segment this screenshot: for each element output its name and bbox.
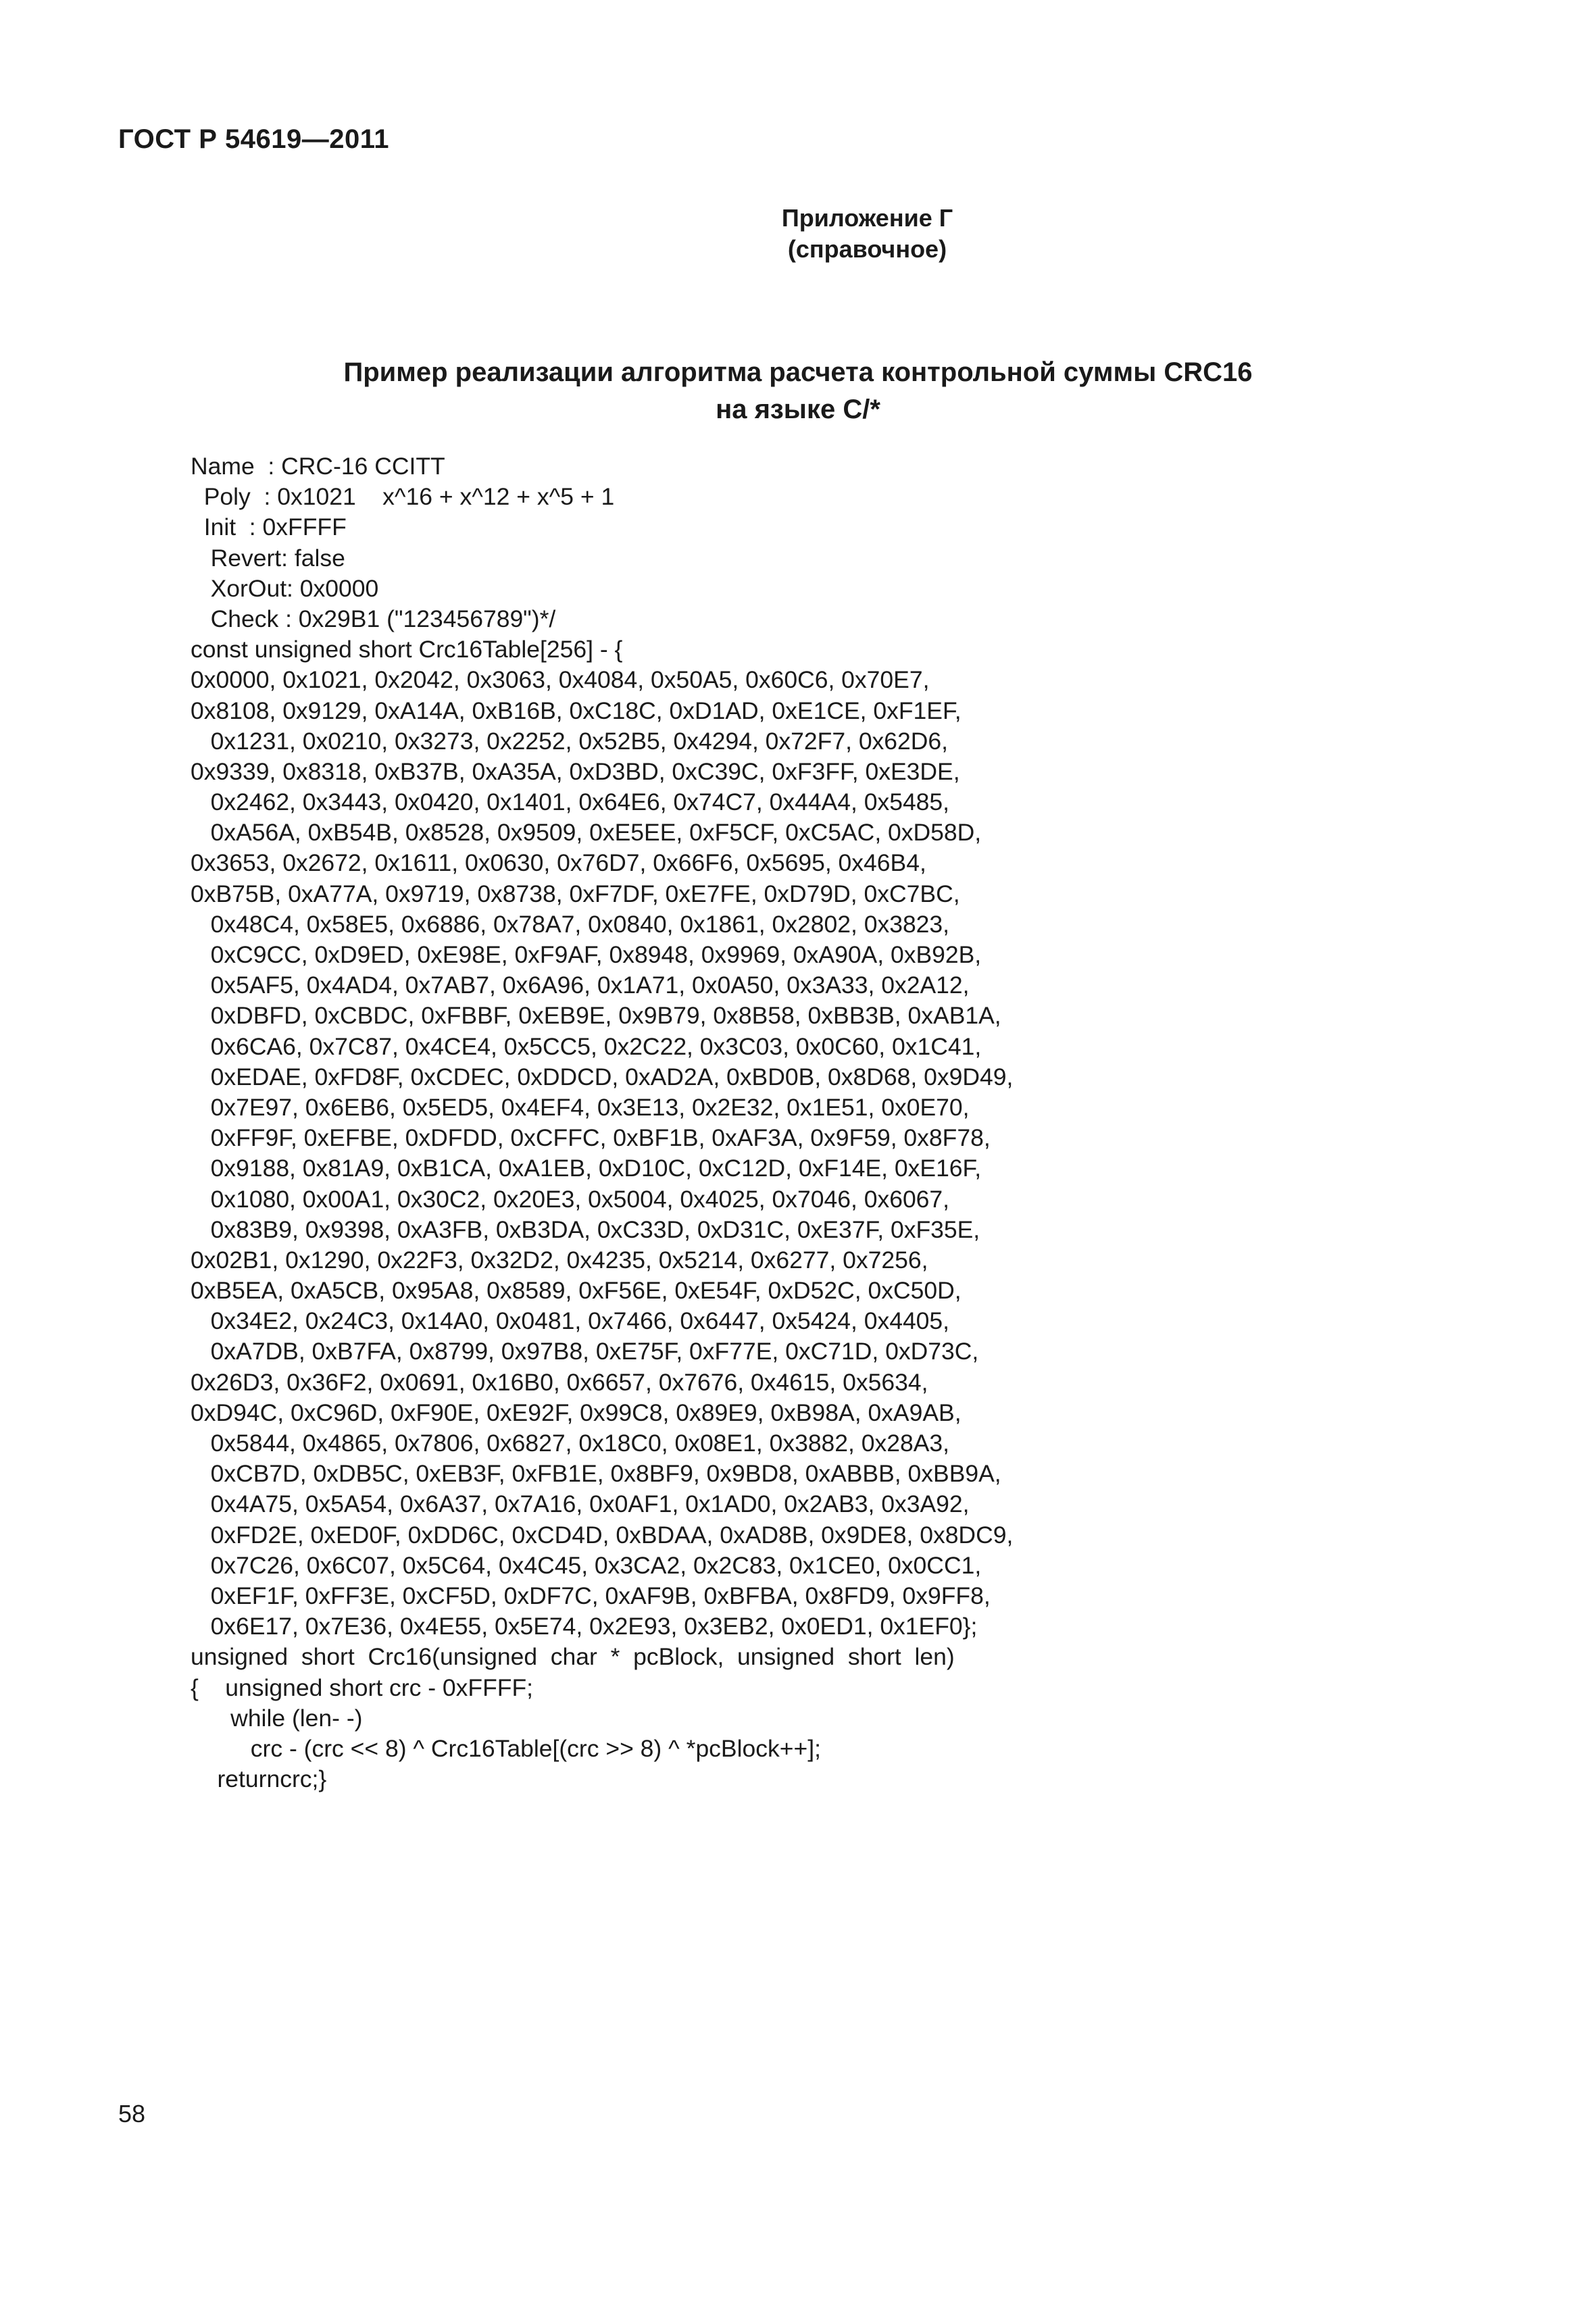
code-line: 0x5844, 0x4865, 0x7806, 0x6827, 0x18C0, 0x08E1, 0x3882, 0x28A3, — [191, 1430, 950, 1457]
title-line-2: на языке С/* — [716, 395, 880, 424]
code-line: 0x7E97, 0x6EB6, 0x5ED5, 0x4EF4, 0x3E13, 0x2E32, 0x1E51, 0x0E70, — [191, 1093, 970, 1121]
code-line: returncrc;} — [191, 1765, 327, 1793]
code-line: 0x9339, 0x8318, 0xB37B, 0xA35A, 0xD3BD, 0xC39C, 0xF3FF, 0xE3DE, — [191, 757, 960, 785]
page-number: 58 — [118, 2100, 146, 2128]
code-line: 0x0000, 0x1021, 0x2042, 0x3063, 0x4084, 0x50A5, 0x60C6, 0x70E7, — [191, 666, 930, 694]
code-line: while (len- -) — [191, 1704, 363, 1732]
code-line: 0xA7DB, 0xB7FA, 0x8799, 0x97B8, 0xE75F, 0xF77E, 0xC71D, 0xD73C, — [191, 1338, 979, 1365]
code-line: 0xEDAE, 0xFD8F, 0xCDEC, 0xDDCD, 0xAD2A, 0xBD0B, 0x8D68, 0x9D49, — [191, 1063, 1014, 1090]
appendix-label: Приложение Г — [781, 204, 953, 232]
code-line: 0xC9CC, 0xD9ED, 0xE98E, 0xF9AF, 0x8948, 0x9969, 0xA90A, 0xB92B, — [191, 941, 982, 968]
code-line: 0x8108, 0x9129, 0xA14A, 0xB16B, 0xC18C, 0xD1AD, 0xE1CE, 0xF1EF, — [191, 697, 962, 724]
appendix-heading — [0, 203, 1596, 265]
code-line: crc - (crc << 8) ^ Crc16Table[(crc >> 8) ^ *pcBlock++]; — [191, 1734, 821, 1762]
code-line: 0x83B9, 0x9398, 0xA3FB, 0xB3DA, 0xC33D, 0xD31C, 0xE37F, 0xF35E, — [191, 1215, 980, 1243]
title-line-1: Пример реализации алгоритма расчета контрольной суммы CRC16 — [343, 357, 1253, 387]
code-line: 0x6CA6, 0x7C87, 0x4CE4, 0x5CC5, 0x2C22, 0x3C03, 0x0C60, 0x1C41, — [191, 1032, 982, 1060]
code-line: 0xFF9F, 0xEFBE, 0xDFDD, 0xCFFC, 0xBF1B, 0xAF3A, 0x9F59, 0x8F78, — [191, 1124, 991, 1152]
code-line: 0xCB7D, 0xDB5C, 0xEB3F, 0xFB1E, 0x8BF9, 0x9BD8, 0xABBB, 0xBB9A, — [191, 1460, 1001, 1488]
code-line: 0xB5EA, 0xA5CB, 0x95A8, 0x8589, 0xF56E, 0xE54F, 0xD52C, 0xC50D, — [191, 1277, 962, 1305]
code-line: 0xFD2E, 0xED0F, 0xDD6C, 0xCD4D, 0xBDAA, 0xAD8B, 0x9DE8, 0x8DC9, — [191, 1521, 1014, 1549]
code-line: Name : CRC-16 CCITT — [191, 453, 445, 480]
appendix-type: (справочное) — [787, 235, 947, 263]
code-line: 0x34E2, 0x24C3, 0x14A0, 0x0481, 0x7466, 0x6447, 0x5424, 0x4405, — [191, 1307, 950, 1335]
code-listing — [191, 451, 1474, 1794]
code-line: 0x3653, 0x2672, 0x1611, 0x0630, 0x76D7, 0x66F6, 0x5695, 0x46B4, — [191, 849, 926, 877]
code-line: { unsigned short crc - 0xFFFF; — [191, 1674, 534, 1701]
code-line: const unsigned short Crc16Table[256] - { — [191, 636, 623, 663]
code-line: 0x2462, 0x3443, 0x0420, 0x1401, 0x64E6, 0x74C7, 0x44A4, 0x5485, — [191, 788, 950, 816]
code-line: Revert: false — [191, 544, 345, 572]
code-line: 0x5AF5, 0x4AD4, 0x7AB7, 0x6A96, 0x1A71, 0x0A50, 0x3A33, 0x2A12, — [191, 972, 970, 999]
code-line: 0xEF1F, 0xFF3E, 0xCF5D, 0xDF7C, 0xAF9B, 0xBFBA, 0x8FD9, 0x9FF8, — [191, 1582, 991, 1609]
code-line: 0x02B1, 0x1290, 0x22F3, 0x32D2, 0x4235, 0x5214, 0x6277, 0x7256, — [191, 1246, 928, 1274]
code-line: Init : 0xFFFF — [191, 513, 347, 541]
code-line: 0x7C26, 0x6C07, 0x5C64, 0x4C45, 0x3CA2, 0x2C83, 0x1CE0, 0x0CC1, — [191, 1551, 982, 1579]
code-line: 0x1080, 0x00A1, 0x30C2, 0x20E3, 0x5004, 0x4025, 0x7046, 0x6067, — [191, 1185, 950, 1213]
code-line: 0x9188, 0x81A9, 0xB1CA, 0xA1EB, 0xD10C, 0xC12D, 0xF14E, 0xE16F, — [191, 1155, 982, 1182]
code-line: 0x48C4, 0x58E5, 0x6886, 0x78A7, 0x0840, 0x1861, 0x2802, 0x3823, — [191, 910, 950, 938]
code-line: unsigned short Crc16(unsigned char * pcBlock, unsigned short len) — [191, 1643, 955, 1671]
standard-header: ГОСТ Р 54619—2011 — [118, 124, 389, 154]
code-line: 0xD94C, 0xC96D, 0xF90E, 0xE92F, 0x99C8, 0x89E9, 0xB98A, 0xA9AB, — [191, 1399, 962, 1426]
code-line: 0x6E17, 0x7E36, 0x4E55, 0x5E74, 0x2E93, 0x3EB2, 0x0ED1, 0x1EF0}; — [191, 1613, 978, 1640]
code-line: 0x4A75, 0x5A54, 0x6A37, 0x7A16, 0x0AF1, 0x1AD0, 0x2AB3, 0x3A92, — [191, 1490, 970, 1518]
document-title — [0, 354, 1596, 428]
code-line: 0xA56A, 0xB54B, 0x8528, 0x9509, 0xE5EE, 0xF5CF, 0xC5AC, 0xD58D, — [191, 819, 982, 847]
code-line: Poly : 0x1021 x^16 + x^12 + x^5 + 1 — [191, 483, 615, 511]
code-line: 0x1231, 0x0210, 0x3273, 0x2252, 0x52B5, 0x4294, 0x72F7, 0x62D6, — [191, 727, 949, 755]
code-line: Check : 0x29B1 ("123456789")*/ — [191, 605, 556, 632]
code-line: 0xB75B, 0xA77A, 0x9719, 0x8738, 0xF7DF, 0xE7FE, 0xD79D, 0xC7BC, — [191, 880, 960, 907]
code-line: 0xDBFD, 0xCBDC, 0xFBBF, 0xEB9E, 0x9B79, 0x8B58, 0xBB3B, 0xAB1A, — [191, 1002, 1001, 1030]
code-line: XorOut: 0x0000 — [191, 574, 379, 602]
code-line: 0x26D3, 0x36F2, 0x0691, 0x16B0, 0x6657, 0x7676, 0x4615, 0x5634, — [191, 1368, 928, 1396]
